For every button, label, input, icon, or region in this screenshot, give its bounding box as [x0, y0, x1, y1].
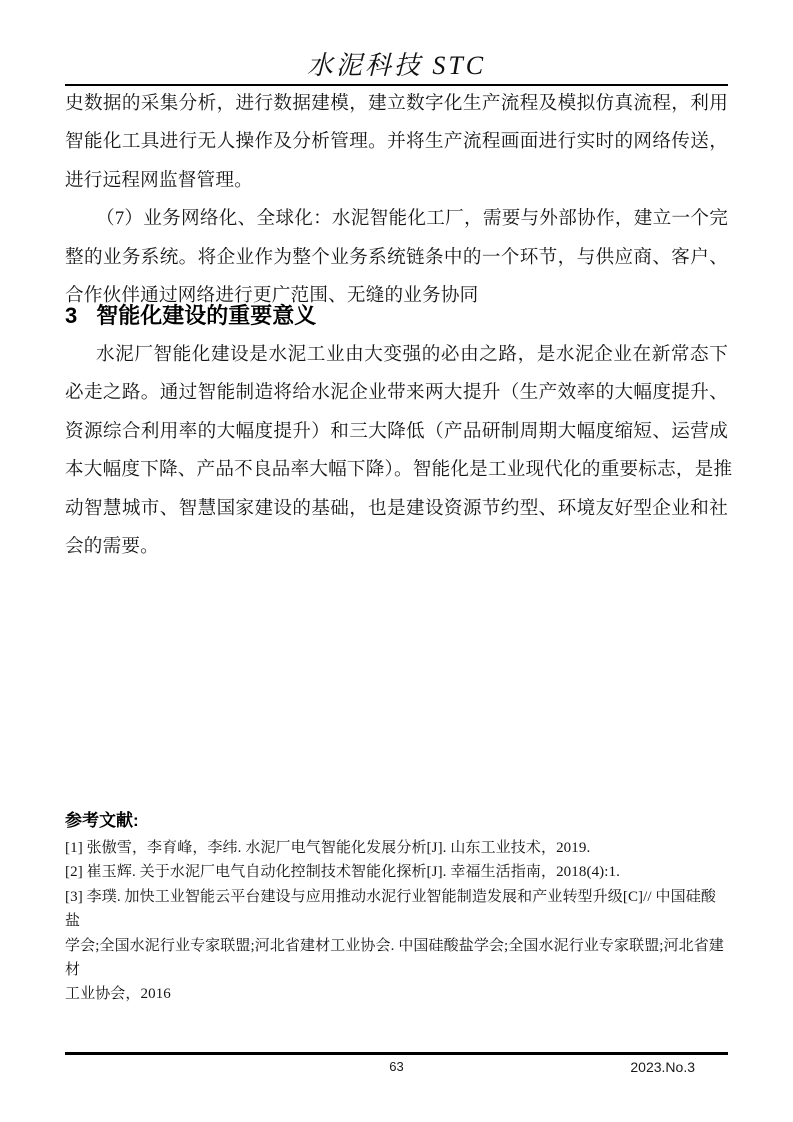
- reference-item: [65, 860, 730, 884]
- body-text-line: 必走之路。通过智能制造将给水泥企业带来两大提升（生产效率的大幅度提升、: [65, 382, 728, 404]
- body-text-block-significance: [65, 336, 733, 566]
- section-title: 智能化建设的重要意义: [96, 303, 317, 328]
- reference-line: 学会;全国水泥行业专家联盟;河北省建材工业协会. 中国硅酸盐学会;全国水泥行业专家联盟;河北省建材: [65, 937, 724, 979]
- section-number: 3: [65, 303, 78, 328]
- reference-item: [65, 836, 730, 860]
- reference-line: [2] 崔玉辉. 关于水泥厂电气自动化控制技术智能化探析[J]. 幸福生活指南，2018(4):1.: [65, 864, 620, 881]
- references-heading: 参考文献:: [65, 811, 139, 830]
- body-text-line: 进行远程网监督管理。: [65, 169, 253, 191]
- issue-label: 2023.No.3: [630, 1059, 695, 1075]
- body-text-line: （7）业务网络化、全球化：水泥智能化工厂，需要与外部协作，建立一个完: [96, 208, 728, 230]
- body-text-line: 会的需要。: [65, 536, 159, 558]
- section-heading: [65, 301, 728, 331]
- body-text-line: 史数据的采集分析，进行数据建模，建立数字化生产流程及模拟仿真流程，利用: [65, 93, 728, 114]
- body-text-line: 整的业务系统。将企业作为整个业务系统链条中的一个环节，与供应商、客户、: [65, 246, 728, 268]
- body-text-line: 水泥厂智能化建设是水泥工业由大变强的必由之路，是水泥企业在新常态下: [96, 344, 728, 365]
- body-text-line: 动智慧城市、智慧国家建设的基础，也是建设资源节约型、环境友好型企业和社: [65, 497, 728, 519]
- body-text-line: 本大幅度下降、产品不良品率大幅下降）。智能化是工业现代化的重要标志，是推: [65, 459, 733, 481]
- page-number: 63: [389, 1059, 404, 1074]
- reference-line: [1] 张傲雪，李育峰，李纬. 水泥厂电气智能化发展分析[J]. 山东工业技术，2019.: [65, 840, 591, 856]
- body-text-line: 智能化工具进行无人操作及分析管理。并将生产流程画面进行实时的网络传送，: [65, 131, 728, 153]
- footer-rule: [65, 1052, 728, 1055]
- reference-line: 工业协会，2016: [65, 986, 171, 1003]
- body-text-line: 资源综合利用率的大幅度提升）和三大降低（产品研制周期大幅度缩短、运营成: [65, 420, 728, 442]
- body-text-line: 合作伙伴通过网络进行更广范围、无缝的业务协同: [65, 285, 479, 307]
- references-section: [65, 806, 730, 1007]
- body-text-block-top: [65, 85, 728, 315]
- reference-line: [3] 李璞. 加快工业智能云平台建设与应用推动水泥行业智能制造发展和产业转型升级[C]// 中国硅酸盐: [65, 888, 716, 930]
- journal-title: 水泥科技 STC: [306, 51, 487, 80]
- reference-item: [65, 885, 730, 1007]
